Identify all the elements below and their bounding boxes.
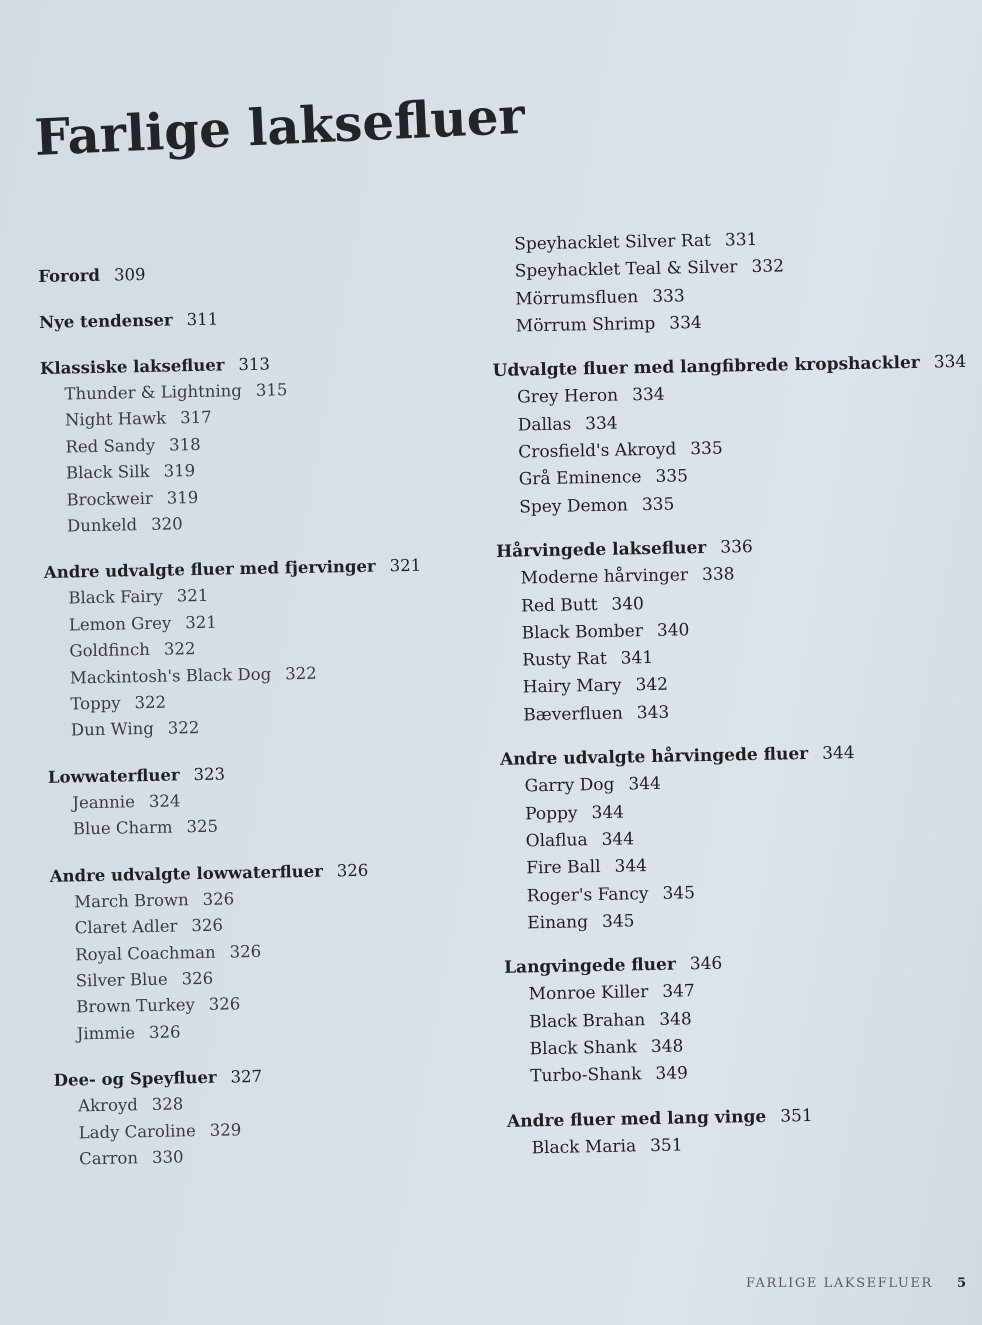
running-footer bbox=[746, 1276, 968, 1291]
section-title: Forord bbox=[38, 265, 101, 286]
entry-title: Black Fairy bbox=[68, 587, 163, 608]
section-title: Lowwaterfluer bbox=[47, 765, 180, 787]
entry-title: Dallas bbox=[517, 414, 572, 436]
entry-page-number: 334 bbox=[585, 413, 618, 434]
entry-title: Monroe Killer bbox=[528, 982, 649, 1005]
entry-page-number: 333 bbox=[652, 285, 685, 307]
page-number: 5 bbox=[956, 1276, 968, 1291]
entry-title: Black Silk bbox=[65, 462, 150, 483]
entry-page-number: 326 bbox=[191, 915, 224, 936]
entry-page-number: 326 bbox=[202, 889, 235, 909]
section-page-number: 326 bbox=[336, 860, 369, 881]
entry-page-number: 351 bbox=[649, 1135, 683, 1156]
entry-page-number: 315 bbox=[255, 380, 288, 400]
toc-entry-list bbox=[504, 973, 966, 1091]
entry-title: Goldfinch bbox=[69, 640, 151, 661]
entry-title: Mörrumsfluen bbox=[515, 286, 639, 310]
entry-page-number: 319 bbox=[166, 487, 199, 508]
entry-page-number: 344 bbox=[601, 829, 635, 850]
entry-page-number: 340 bbox=[611, 593, 645, 615]
entry-page-number: 322 bbox=[134, 692, 167, 713]
entry-title: Crosfield's Akroyd bbox=[518, 439, 677, 463]
page-title: Farlige laksefluer bbox=[33, 85, 527, 167]
toc-entry-list bbox=[500, 765, 963, 938]
entry-title: Einang bbox=[527, 912, 589, 934]
entry-title: Royal Coachman bbox=[75, 942, 216, 964]
section-title: Andre udvalgte lowwaterfluer bbox=[49, 861, 324, 886]
entry-page-number: 332 bbox=[751, 256, 785, 278]
entry-page-number: 340 bbox=[656, 620, 690, 641]
entry-page-number: 326 bbox=[208, 994, 241, 1015]
entry-page-number: 335 bbox=[690, 438, 723, 460]
entry-page-number: 344 bbox=[614, 856, 648, 877]
entry-page-number: 345 bbox=[601, 911, 635, 932]
entry-page-number: 338 bbox=[701, 564, 735, 586]
entry-title: Turbo-Shank bbox=[530, 1064, 642, 1087]
entry-page-number: 345 bbox=[662, 882, 696, 904]
toc-section bbox=[39, 301, 499, 336]
toc-section bbox=[50, 855, 513, 1048]
section-page-number: 336 bbox=[720, 536, 753, 558]
toc-section bbox=[496, 530, 960, 730]
entry-page-number: 347 bbox=[662, 981, 695, 1003]
entry-page-number: 321 bbox=[176, 586, 209, 606]
toc-entry-list bbox=[48, 782, 509, 844]
section-title: Langvingede fluer bbox=[503, 954, 677, 978]
entry-title: Red Butt bbox=[520, 594, 598, 617]
toc-section bbox=[40, 347, 503, 540]
entry-page-number: 342 bbox=[635, 675, 669, 696]
entry-page-number: 320 bbox=[150, 514, 183, 534]
toc-entry-list bbox=[493, 377, 956, 522]
entry-title: Dunkeld bbox=[66, 515, 138, 536]
entry-title: Grey Heron bbox=[516, 386, 619, 408]
entry-title: Black Shank bbox=[529, 1037, 638, 1060]
entry-title: Bæverfluen bbox=[523, 703, 624, 726]
entry-page-number: 322 bbox=[284, 663, 317, 683]
entry-page-number: 326 bbox=[229, 941, 262, 961]
entry-title: Lemon Grey bbox=[68, 613, 172, 635]
toc-entry-list bbox=[54, 1085, 515, 1173]
entry-page-number: 322 bbox=[167, 718, 200, 739]
entry-title: Mörrum Shrimp bbox=[515, 313, 656, 337]
toc-section-heading bbox=[39, 301, 499, 336]
entry-title: Moderne hårvinger bbox=[520, 565, 689, 589]
entry-title: March Brown bbox=[74, 889, 189, 912]
toc-entry-list bbox=[50, 881, 513, 1048]
entry-title: Olaflua bbox=[525, 830, 588, 852]
toc-entry-list bbox=[496, 557, 959, 730]
toc-section bbox=[490, 223, 952, 341]
toc-entry-list bbox=[490, 223, 952, 341]
entry-title: Blue Charm bbox=[72, 817, 173, 839]
entry-page-number: 348 bbox=[659, 1008, 692, 1030]
entry-page-number: 321 bbox=[185, 612, 217, 633]
toc-section bbox=[507, 1100, 968, 1163]
section-title: Klassiske laksefluer bbox=[39, 355, 225, 378]
entry-title: Silver Blue bbox=[75, 969, 168, 991]
entry-page-number: 334 bbox=[631, 385, 665, 406]
entry-title: Lady Caroline bbox=[78, 1120, 196, 1142]
entry-page-number: 326 bbox=[148, 1022, 181, 1042]
section-page-number: 327 bbox=[230, 1066, 263, 1087]
entry-title: Thunder & Lightning bbox=[64, 381, 243, 404]
toc-section bbox=[492, 349, 967, 522]
entry-title: Red Sandy bbox=[65, 435, 156, 457]
entry-page-number: 335 bbox=[655, 466, 689, 488]
toc-section-heading bbox=[38, 255, 498, 290]
section-page-number: 346 bbox=[689, 953, 723, 975]
entry-title: Black Brahan bbox=[528, 1009, 646, 1033]
footer-title: FARLIGE LAKSEFLUER bbox=[746, 1276, 933, 1291]
section-title: Andre udvalgte hårvingede fluer bbox=[499, 744, 809, 770]
entry-page-number: 349 bbox=[655, 1063, 689, 1085]
entry-title: Rusty Rat bbox=[522, 648, 607, 671]
entry-title: Brockweir bbox=[66, 488, 153, 510]
toc-column-left bbox=[38, 255, 516, 1193]
entry-page-number: 326 bbox=[181, 968, 214, 989]
entry-title: Black Maria bbox=[531, 1136, 637, 1159]
section-title: Hårvingede laksefluer bbox=[495, 537, 707, 562]
entry-title: Hairy Mary bbox=[522, 676, 622, 698]
entry-page-number: 331 bbox=[724, 229, 758, 251]
entry-page-number: 322 bbox=[163, 639, 196, 659]
entry-title: Claret Adler bbox=[74, 916, 178, 938]
entry-page-number: 335 bbox=[641, 494, 675, 515]
toc-section bbox=[53, 1059, 515, 1173]
section-page-number: 323 bbox=[193, 764, 226, 784]
toc-entry-list bbox=[40, 373, 503, 540]
entry-page-number: 348 bbox=[650, 1036, 684, 1058]
section-page-number: 313 bbox=[238, 354, 271, 375]
entry-title: Jimmie bbox=[76, 1022, 136, 1044]
toc-column-right bbox=[490, 223, 968, 1180]
entry-page-number: 328 bbox=[151, 1094, 184, 1115]
entry-page-number: 334 bbox=[669, 312, 702, 334]
entry-title: Fire Ball bbox=[526, 857, 601, 879]
entry-title: Speyhacklet Silver Rat bbox=[514, 230, 712, 255]
entry-title: Garry Dog bbox=[524, 775, 615, 797]
entry-title: Carron bbox=[79, 1148, 139, 1169]
section-page-number: 321 bbox=[389, 556, 422, 576]
entry-title: Brown Turkey bbox=[76, 995, 195, 1017]
section-page-number: 334 bbox=[933, 352, 967, 373]
entry-title: Poppy bbox=[524, 803, 578, 825]
toc-section bbox=[504, 946, 967, 1091]
section-title: Andre udvalgte fluer med fjervinger bbox=[43, 557, 376, 583]
entry-title: Mackintosh's Black Dog bbox=[69, 664, 272, 688]
entry-page-number: 325 bbox=[186, 816, 219, 837]
toc-entry-list bbox=[44, 578, 507, 745]
toc-section bbox=[500, 738, 964, 938]
toc-section bbox=[38, 255, 498, 290]
entry-title: Dun Wing bbox=[70, 719, 155, 740]
entry-page-number: 329 bbox=[209, 1119, 242, 1140]
section-page-number: 344 bbox=[821, 743, 855, 764]
section-page-number: 351 bbox=[780, 1105, 813, 1127]
section-title: Nye tendenser bbox=[38, 310, 173, 332]
section-page-number: 311 bbox=[186, 309, 219, 330]
entry-page-number: 343 bbox=[636, 702, 670, 724]
toc-section bbox=[44, 552, 507, 745]
entry-title: Akroyd bbox=[77, 1095, 138, 1116]
section-title: Udvalgte fluer med langfibrede kropshackler bbox=[492, 352, 920, 382]
entry-page-number: 344 bbox=[591, 802, 625, 823]
entry-title: Spey Demon bbox=[519, 495, 629, 518]
section-page-number: 309 bbox=[113, 264, 146, 285]
entry-page-number: 341 bbox=[620, 648, 654, 669]
section-title: Andre fluer med lang vinge bbox=[506, 1106, 767, 1132]
entry-title: Night Hawk bbox=[64, 408, 167, 430]
entry-title: Roger's Fancy bbox=[526, 883, 649, 906]
entry-page-number: 319 bbox=[163, 461, 196, 481]
toc-section bbox=[48, 756, 509, 844]
entry-page-number: 318 bbox=[168, 434, 201, 455]
entry-title: Black Bomber bbox=[521, 620, 644, 644]
entry-page-number: 344 bbox=[628, 774, 662, 795]
entry-title: Grå Eminence bbox=[518, 467, 642, 490]
entry-page-number: 317 bbox=[179, 408, 212, 428]
entry-title: Jeannie bbox=[72, 792, 136, 813]
entry-page-number: 330 bbox=[151, 1147, 184, 1167]
entry-title: Toppy bbox=[70, 693, 121, 714]
section-title: Dee- og Speyfluer bbox=[53, 1067, 217, 1090]
entry-title: Speyhacklet Teal & Silver bbox=[514, 257, 738, 282]
entry-page-number: 324 bbox=[148, 791, 181, 811]
